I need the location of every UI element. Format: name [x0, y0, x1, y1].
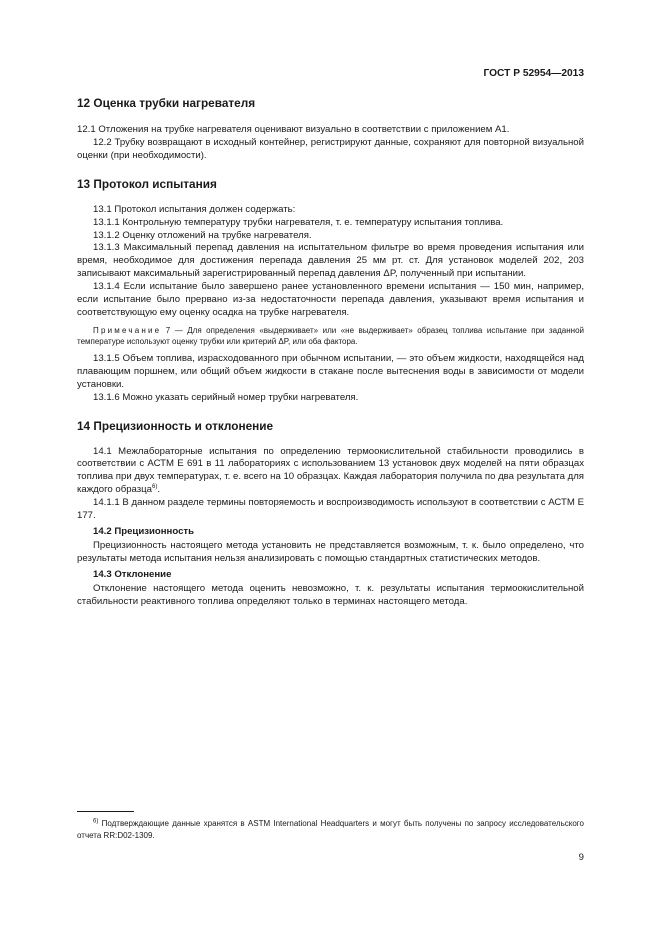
footnote-text: Подтверждающие данные хранятся в ASTM International Headquarters и могут быть получены по запросу исследовательского отчета RR:D02-1309.	[77, 819, 584, 840]
para-14-3: Отклонение настоящего метода оценить невозможно, т. к. результаты испытания термоокислительной стабильности реактивного топлива определяют только в терминах настоящего метода.	[77, 582, 584, 607]
para-14-1: 14.1 Межлабораторные испытания по определению термоокислительной стабильности проводились в соответствии с АСТМ Е 691 в 11 лабораториях с использованием 13 установок двух моделей на пяти образцах топлива при двух температурах, т. е. всего на 10 образцах. Каждая лаборатория получила по два результата для каждого образца$^{6)}$.	[77, 445, 584, 496]
footnote-marker: 6)	[93, 818, 99, 825]
section-12-heading: 12 Оценка трубки нагревателя	[77, 96, 256, 110]
para-14-2: Прецизионность настоящего метода установить не представляется возможным, т. к. было определено, что результаты метода испытания нельзя анализировать с помощью стандартных статистических методов.	[77, 539, 584, 564]
para-14-1-1: 14.1.1 В данном разделе термины повторяемость и воспроизводимость используют в соответствии с АСТМ Е 177.	[77, 497, 584, 522]
para-13-1-6: 13.1.6 Можно указать серийный номер трубки нагревателя.	[93, 391, 359, 403]
note-text: 7 — Для определения «выдерживает» или «не выдерживает» образец топлива испытание при заданной температуре используют оценку трубки или критерий ΔP, или оба фактора.	[77, 325, 584, 347]
section-14-heading: 14 Прецизионность и отклонение	[77, 418, 274, 433]
footnote-ref: 6)	[152, 484, 158, 491]
para-13-1: 13.1 Протокол испытания должен содержать:	[93, 203, 296, 215]
footnote	[77, 818, 584, 841]
note-label: Примечание	[93, 325, 162, 335]
para-13-1-5: 13.1.5 Объем топлива, израсходованного при обычном испытании, — это объем жидкости, находящейся над плавающим поршнем, или общий объем жидкости в стакане после вытеснения воды в зависимости от модели установки.	[77, 352, 584, 390]
subsection-14-2-heading: 14.2 Прецизионность	[93, 525, 195, 537]
para-13-1-4: 13.1.4 Если испытание было завершено ранее установленного времени испытания — 150 мин, например, если испытание было прервано из-за недостаточности перепада давления, указывают время испытания и соответствующую ему оценку осадка на трубке нагревателя.	[77, 281, 584, 318]
para-13-1-1: 13.1.1 Контрольную температуру трубки нагревателя, т. е. температуру испытания топлива.	[93, 216, 504, 228]
para-12-2: 12.2 Трубку возвращают в исходный контейнер, регистрируют данные, сохраняют для повторной визуальной оценки (при необходимости).	[77, 136, 584, 161]
para-12-1: 12.1 Отложения на трубке нагревателя оценивают визуально в соответствии с приложением А1.	[77, 124, 510, 135]
subsection-14-3-heading: 14.3 Отклонение	[93, 568, 172, 580]
section-13-heading: 13 Протокол испытания	[77, 176, 217, 191]
page-number: 9	[578, 852, 584, 863]
para-13-1-3: 13.1.3 Максимальный перепад давления на испытательном фильтре во время проведения испытания или время, необходимое для достижения перепада давления 25 мм рт. ст. Для установок моделей 202, 203 записывают максимальный зарегистрированный перепад давления ΔP, полученный при испытании.	[77, 242, 584, 280]
para-13-1-2: 13.1.2 Оценку отложений на трубке нагревателя.	[93, 229, 312, 241]
document-id: ГОСТ Р 52954—2013	[483, 68, 584, 79]
footnote-separator	[77, 811, 134, 812]
note-7	[77, 325, 584, 348]
page-content	[77, 95, 584, 609]
